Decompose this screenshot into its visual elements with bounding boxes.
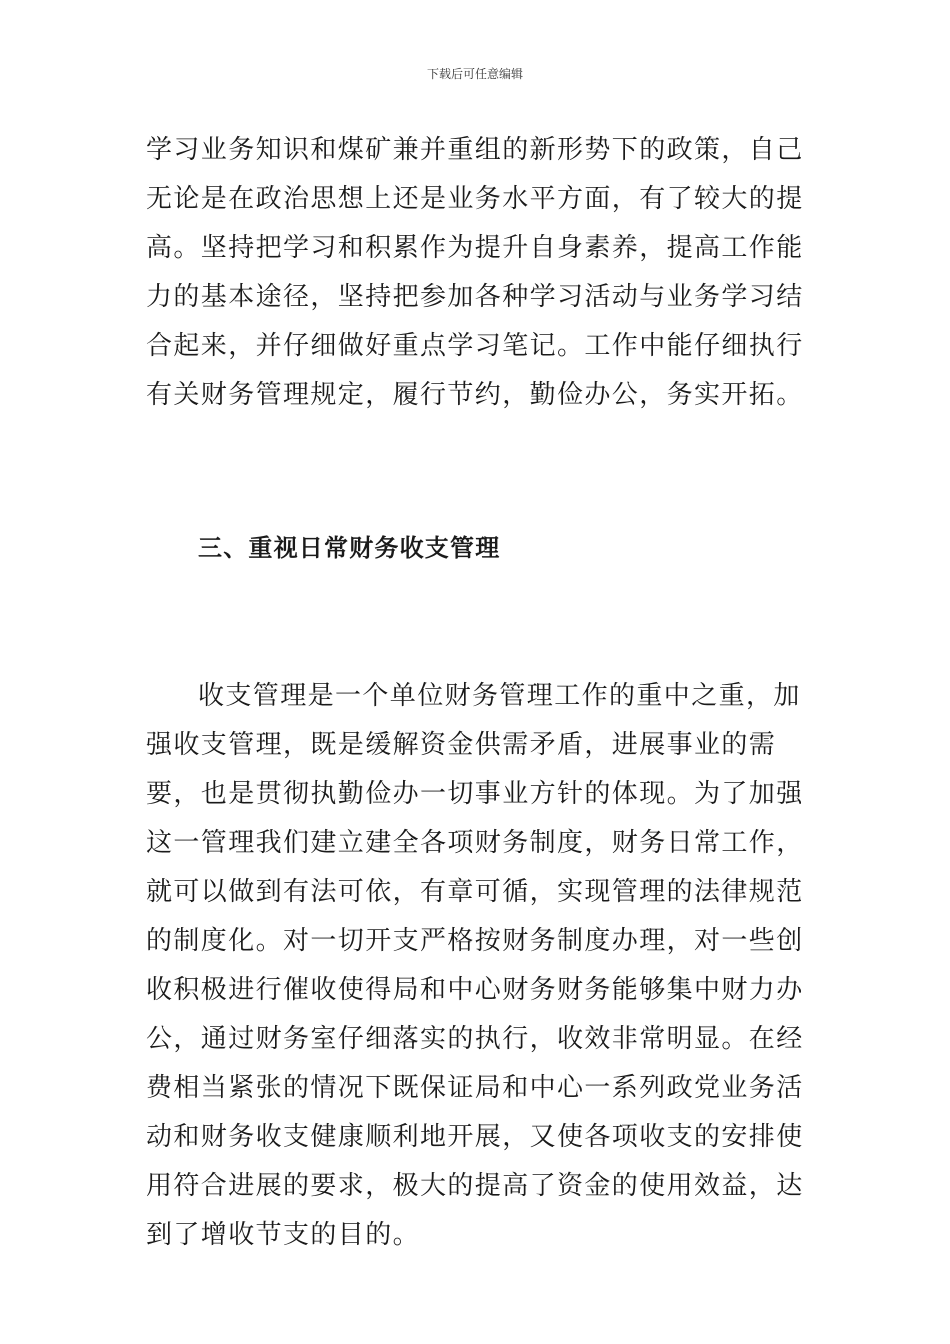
paragraph-study: 学习业务知识和煤矿兼并重组的新形势下的政策，自己无论是在政治思想上还是业务水平方面，有了较大的提高。坚持把学习和积累作为提升自身素养，提高工作能力的基本途径，坚持把参加各种学习活动与业务学习结合起来，并仔细做好重点学习笔记。工作中能仔细执行有关财务管理规定，履行节约，勤俭办公，务实开拓。 [146, 135, 804, 410]
page-header-note: 下载后可任意编辑 [426, 67, 523, 81]
section-heading-3: 三、重视日常财务收支管理 [198, 534, 501, 562]
document-section-3 [146, 524, 810, 573]
paragraph-revenue-expenditure: 收支管理是一个单位财务管理工作的重中之重，加强收支管理，既是缓解资金供需矛盾，进展事业的需要，也是贯彻执勤俭办一切事业方针的体现。为了加强这一管理我们建立建全各项财务制度，财务日常工作，就可以做到有法可依，有章可循，实现管理的法律规范的制度化。对一切开支严格按财务制度办理，对一些创收积极进行催收使得局和中心财务财务能够集中财力办公，通过财务室仔细落实的执行，收效非常明显。在经费相当紧张的情况下既保证局和中心一系列政党业务活动和财务收支健康顺利地开展，又使各项收支的安排使用符合进展的要求，极大的提高了资金的使用效益，达到了增收节支的目的。 [146, 681, 804, 1250]
document-body-section-3 [146, 672, 810, 1260]
document-body-section-1 [146, 126, 810, 420]
